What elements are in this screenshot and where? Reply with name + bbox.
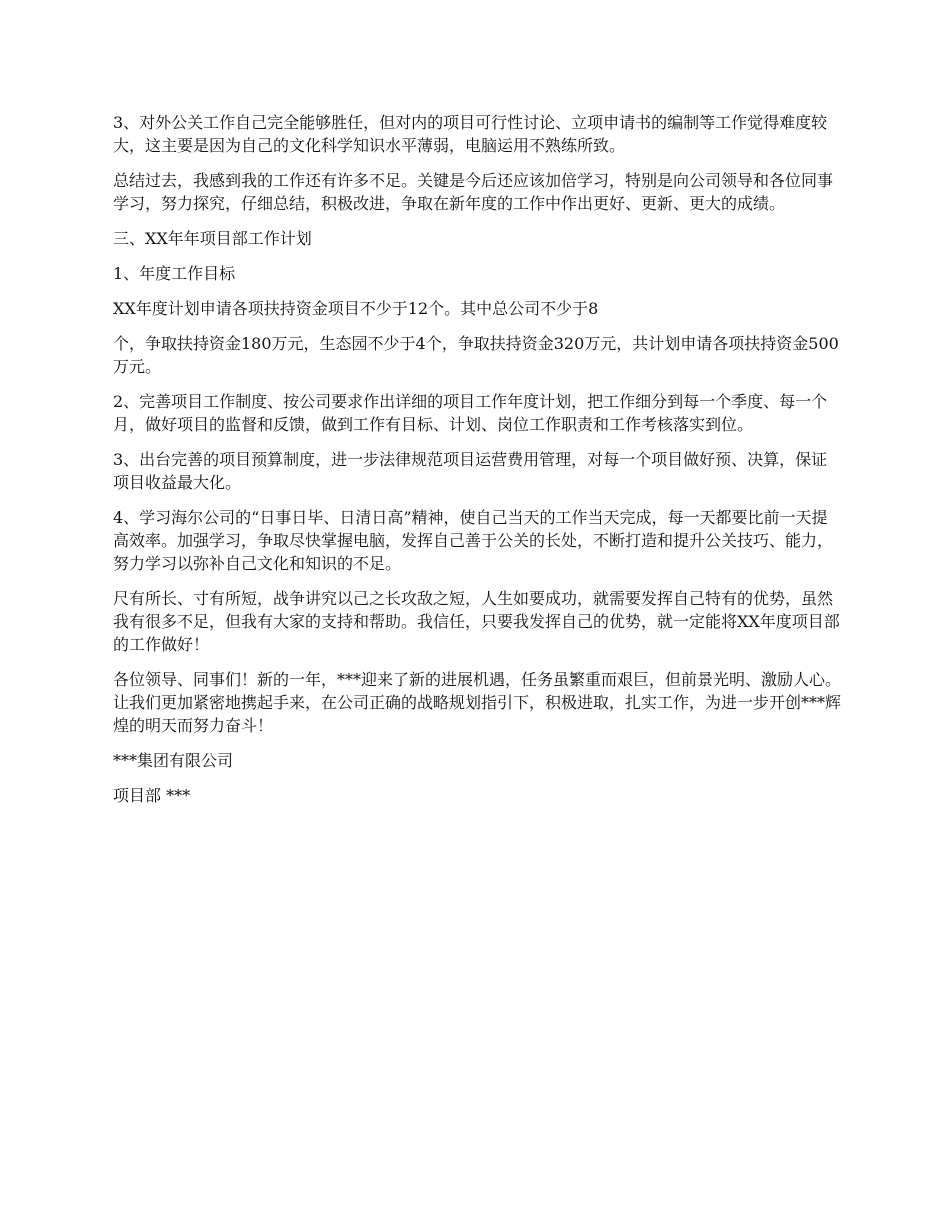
- document-body: [113, 111, 843, 819]
- signature-company: ***集团有限公司: [113, 751, 234, 770]
- paragraph-item-3-public-relations: 3、对外公关工作自己完全能够胜任，但对内的项目可行性讨论、立项申请书的编制等工作觉得难度较大，这主要是因为自己的文化科学知识水平薄弱，电脑运用不熟练所致。: [113, 113, 828, 155]
- paragraph-item-4-learning: 4、学习海尔公司的“日事日毕、日清日高”精神，使自己当天的工作当天完成，每一天都要比前一天提高效率。加强学习，争取尽快掌握电脑，发挥自己善于公关的长处，不断打造和提升公关技巧、能力，努力学习以弥补自己文化和知识的不足。: [113, 508, 834, 573]
- signature-department: 项目部 ***: [113, 786, 191, 805]
- paragraph-strengths: 尺有所长、寸有所短，战争讲究以己之长攻敌之短，人生如要成功，就需要发挥自己特有的优势，虽然我有很多不足，但我有大家的支持和帮助。我信任，只要我发挥自己的优势，就一定能将XX年度项目部的工作做好！: [113, 589, 840, 654]
- paragraph-item-2-work-system: 2、完善项目工作制度、按公司要求作出详细的项目工作年度计划，把工作细分到每一个季度、每一个月，做好项目的监督和反馈，做到工作有目标、计划、岗位工作职责和工作考核落实到位。: [113, 392, 828, 434]
- paragraph-summary: 总结过去，我感到我的工作还有许多不足。关键是今后还应该加倍学习，特别是向公司领导和各位同事学习，努力探究，仔细总结，积极改进，争取在新年度的工作中作出更好、更新、更大的成绩。: [113, 171, 834, 213]
- paragraph-annual-goal-part1: XX年度计划申请各项扶持资金项目不少于12个。其中总公司不少于8: [113, 299, 599, 318]
- paragraph-item-3-budget-system: 3、出台完善的项目预算制度，进一步法律规范项目运营费用管理，对每一个项目做好预、决算，保证项目收益最大化。: [113, 450, 828, 492]
- subheading-annual-goal: 1、年度工作目标: [113, 264, 236, 283]
- paragraph-closing-address: 各位领导、同事们！新的一年，***迎来了新的进展机遇，任务虽繁重而艰巨，但前景光明、激励人心。让我们更加紧密地携起手来，在公司正确的战略规划指引下，积极进取，扎实工作，为进一步开创***辉煌的明天而努力奋斗！: [113, 670, 842, 735]
- paragraph-annual-goal-part2: 个，争取扶持资金180万元，生态园不少于4个，争取扶持资金320万元，共计划申请各项扶持资金500万元。: [113, 334, 839, 376]
- section-heading-work-plan: 三、XX年年项目部工作计划: [113, 229, 312, 248]
